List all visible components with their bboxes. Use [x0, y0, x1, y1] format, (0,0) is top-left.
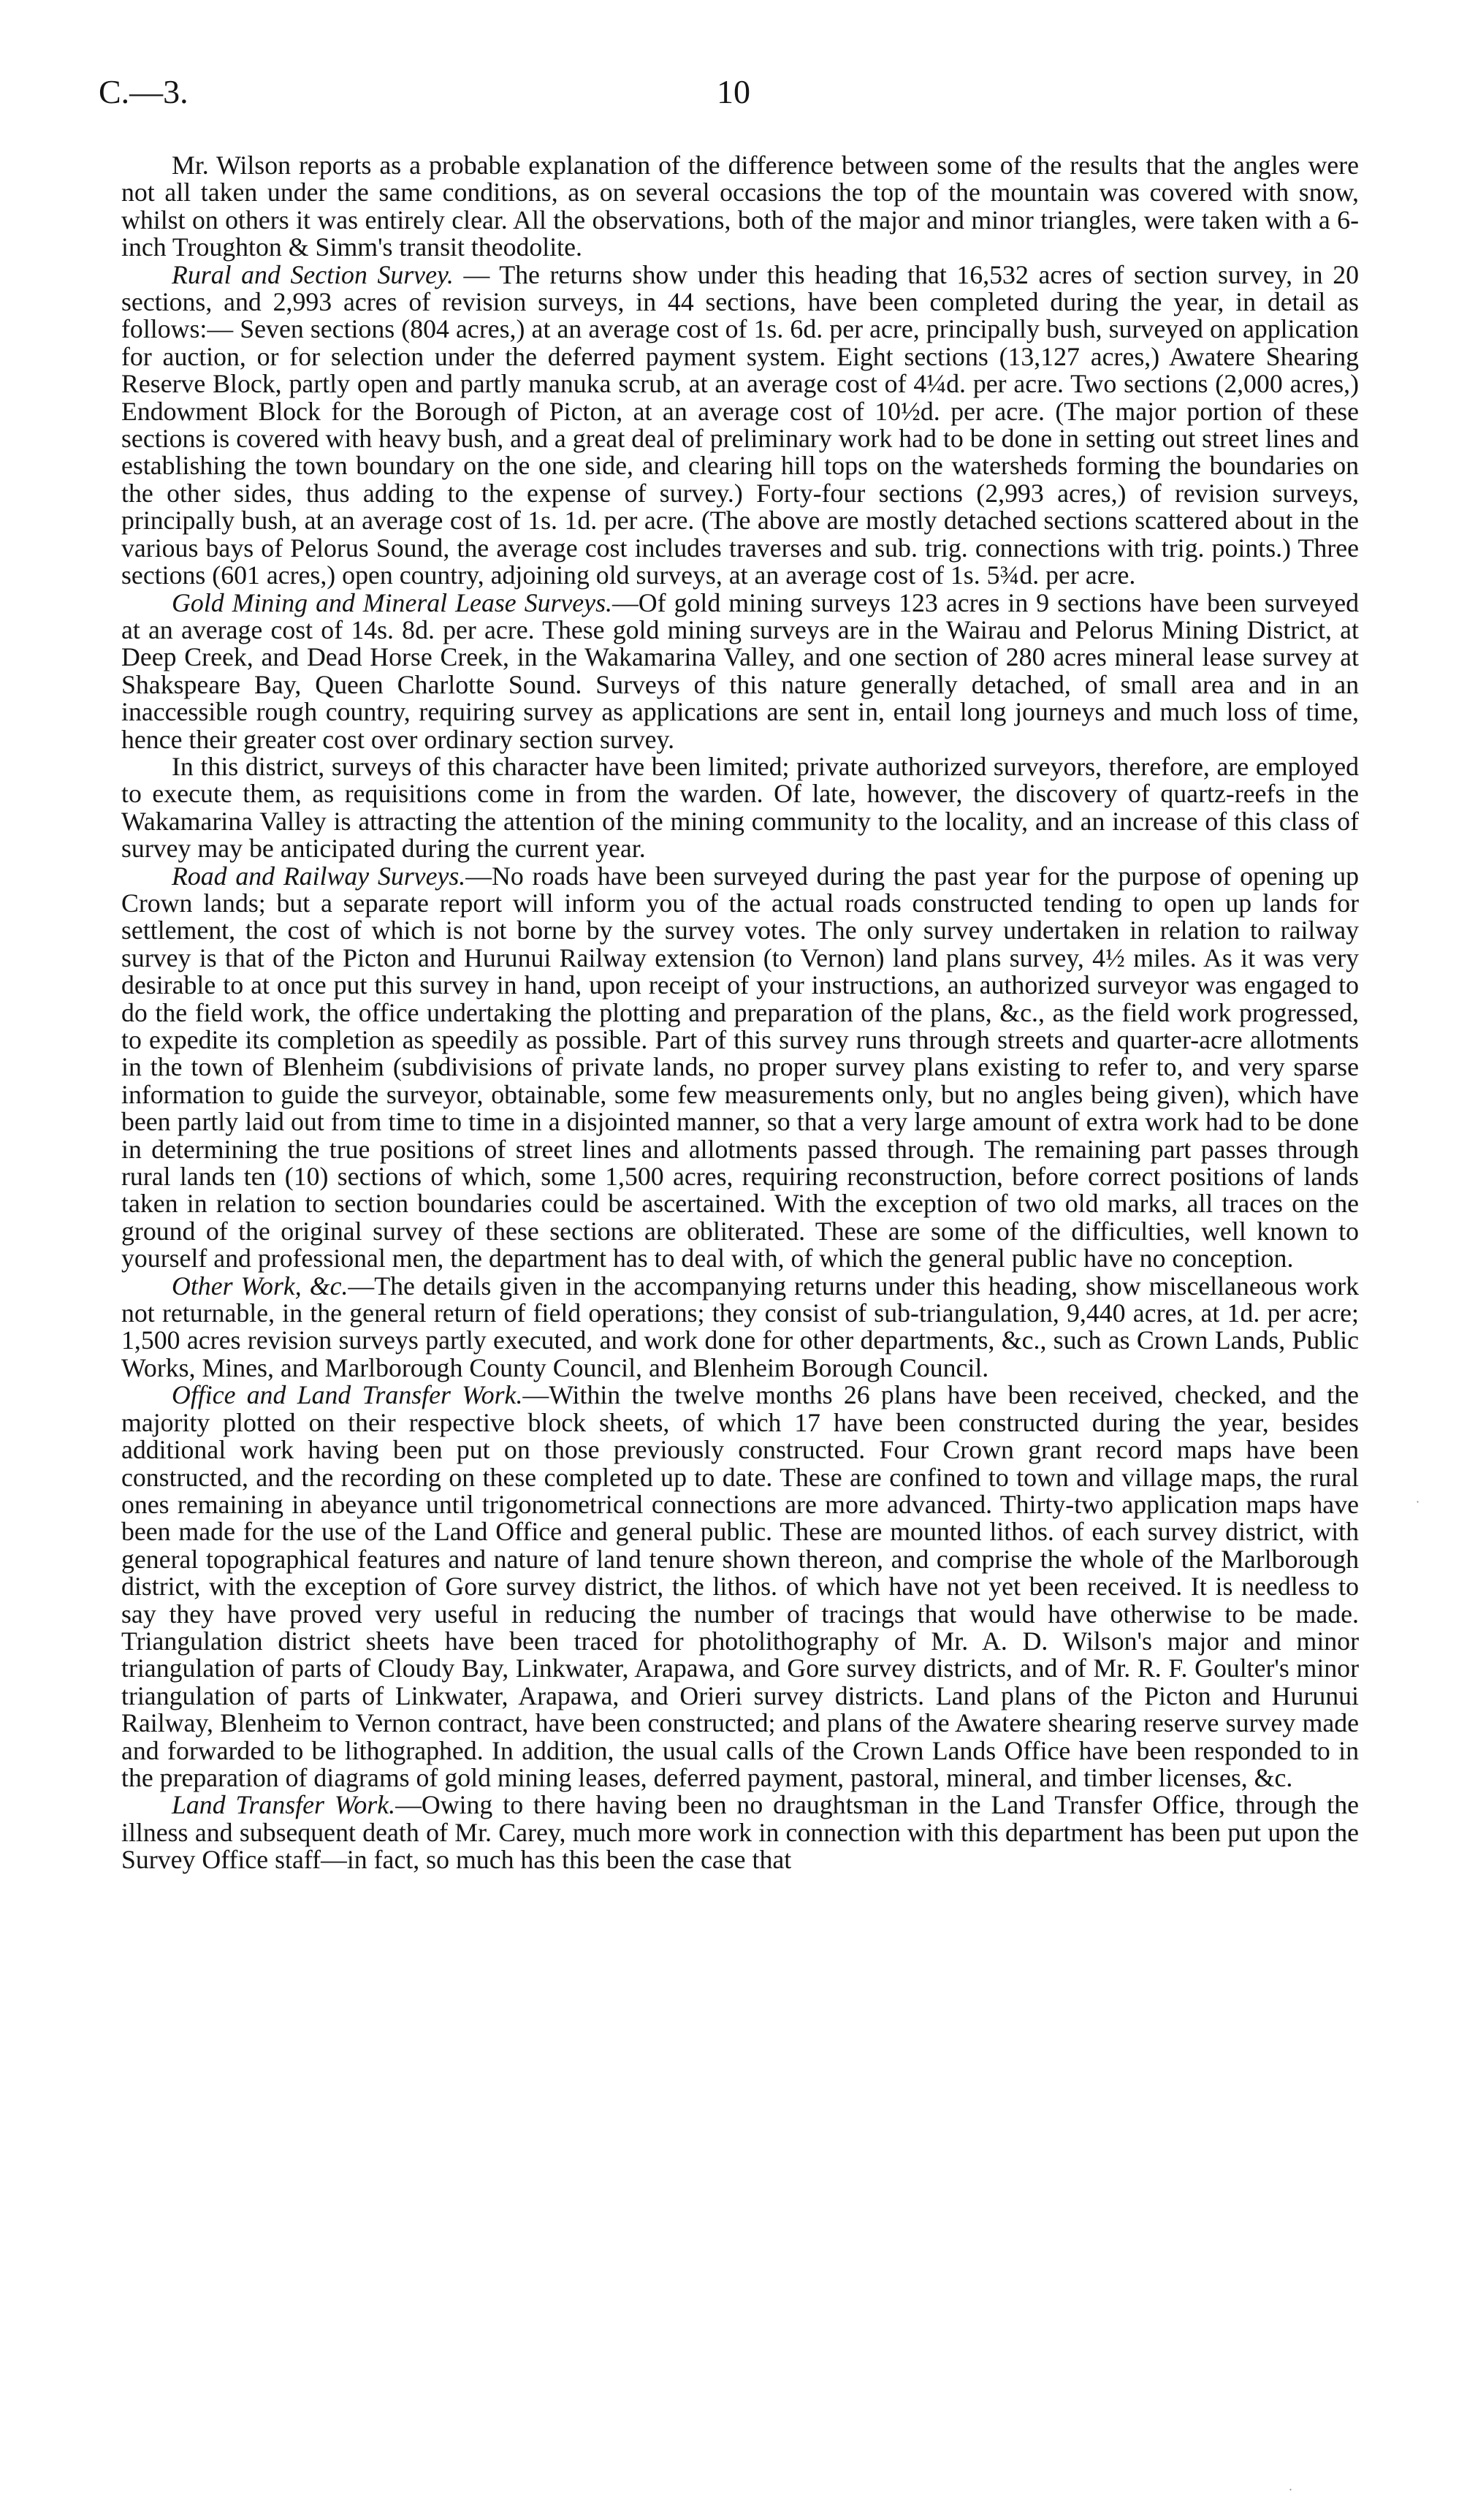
- margin-speck: ·: [1416, 1495, 1420, 1509]
- paragraph-other-work: [121, 1273, 1359, 1382]
- paragraph-text: —Within the twelve months 26 plans have been received, checked, and the majority plotted on their respective block sheets, of which 17 have been constructed during the year, besides additional work having been put on those previously constructed. Four Crown grant record maps have been constructed, and the recording on these completed up to date. These are confined to town and village maps, the rural ones remaining in abeyance until trigonometrical connections are more advanced. Thirty-two application maps have been made for the use of the Land Office and general public. These are mounted lithos. of each survey district, with general topographical features and nature of land tenure shown thereon, and comprise the whole of the Marlborough district, with the exception of Gore survey district, the lithos. of which have not yet been received. It is needless to say they have proved very useful in reducing the number of tracings that would have otherwise to be made. Triangulation district sheets have been traced for photolithography of Mr. A. D. Wilson's major and minor triangulation of parts of Cloudy Bay, Linkwater, Arapawa, and Gore survey districts, and of Mr. R. F. Goulter's minor triangulation of parts of Linkwater, Arapawa, and Orieri survey districts. Land plans of the Picton and Hurunui Railway, Blenheim to Vernon contract, have been constructed; and plans of the Awatere shearing reserve survey made and forwarded to be lithographed. In addition, the usual calls of the Crown Lands Office have been responded to in the preparation of diagrams of gold mining leases, deferred payment, pastoral, mineral, and timber licenses, &c.: [121, 1380, 1360, 1792]
- paragraph-wilson-explanation: [121, 152, 1359, 262]
- paragraph-land-transfer-work: [121, 1792, 1359, 1873]
- document-reference: C.—3.: [99, 73, 188, 110]
- section-heading-rural: Rural and Section Survey.: [172, 259, 454, 289]
- margin-speck: ·: [1289, 2483, 1293, 2497]
- paragraph-text: —Of gold mining surveys 123 acres in 9 sections have been surveyed at an average cost of 14s. 8d. per acre. These gold mining surveys are in the Wairau and Pelorus Mining District, at Deep Creek, and Dead Horse Creek, in the Wakamarina Valley, and one section of 280 acres mineral lease survey at Shakspeare Bay, Queen Charlotte Sound. Surveys of this nature generally detached, of small area and in an inaccessible rough country, requiring survey as applications are sent in, entail long journeys and much loss of time, hence their greater cost over ordinary section survey.: [121, 587, 1359, 754]
- paragraph-text: —No roads have been surveyed during the past year for the purpose of opening up Crown lands; but a separate report will inform you of the actual roads constructed tending to open up lands for settlement, the cost of which is not borne by the survey votes. The only survey undertaken in relation to railway survey is that of the Picton and Hurunui Railway extension (to Vernon) land plans survey, 4½ miles. As it was very desirable to at once put this survey in hand, upon receipt of your instructions, an authorized surveyor was engaged to do the field work, the office undertaking the plotting and preparation of the plans, &c., as the field work progressed, to expedite its completion as speedily as possible. Part of this survey runs through streets and quarter-acre allotments in the town of Blenheim (subdivisions of private lands, no proper survey plans existing to refer to, and very sparse information to guide the surveyor, obtainable, some few measurements only, but no angles being given), which have been partly laid out from time to time in a disjointed manner, so that a very large amount of extra work had to be done in determining the true positions of street lines and allotments passed through. The remaining part passes through rural lands ten (10) sections of which, some 1,500 acres, requiring reconstruction, before correct positions of lands taken in relation to section boundaries could be ascertained. With the exception of two old marks, all traces on the ground of the original survey of these sections are obliterated. These are some of the difficulties, well known to yourself and professional men, the department has to deal with, of which the general public have no conception.: [121, 861, 1359, 1274]
- section-heading-gold-mining: Gold Mining and Mineral Lease Surveys.: [172, 587, 612, 617]
- paragraph-office-land-transfer: [121, 1382, 1359, 1792]
- paragraph-text: In this district, surveys of this character have been limited; private authorized surveyors, therefore, are employed to execute them, as requisitions come in from the warden. Of late, however, the discovery of quartz-reefs in the Wakamarina Valley is attracting the attention of the mining community to the locality, and an increase of this class of survey may be anticipated during the current year.: [121, 751, 1359, 864]
- section-heading-office-work: Office and Land Transfer Work.: [172, 1380, 523, 1410]
- paragraph-road-railway-surveys: [121, 863, 1359, 1273]
- paragraph-text: Mr. Wilson reports as a probable explanation of the difference between some of the results that the angles were not all taken under the same conditions, as on several occasions the top of the mountain was covered with snow, whilst on others it was entirely clear. All the observations, both of the major and minor triangles, were taken with a 6-inch Troughton & Simm's transit theodolite.: [121, 151, 1359, 262]
- report-body: [121, 152, 1359, 1874]
- paragraph-text: —Owing to there having been no draughtsman in the Land Transfer Office, through the illness and subsequent death of Mr. Carey, much more work in connection with this department has been put upon the Survey Office staff—in fact, so much has this been the case that: [121, 1790, 1359, 1875]
- paragraph-rural-section-survey: [121, 259, 1359, 590]
- paragraph-text: — The returns show under this heading that 16,532 acres of section survey, in 20 sections, and 2,993 acres of revision surveys, in 44 sections, have been completed during the year, in detail as follows:— Seven sections (804 acres,) at an average cost of 1s. 6d. per acre, principally bush, surveyed on application for auction, or for selection under the deferred payment system. Eight sections (13,127 acres,) Awatere Shearing Reserve Block, partly open and partly manuka scrub, at an average cost of 4¼d. per acre. Two sections (2,000 acres,) Endowment Block for the Borough of Picton, at an average cost of 10½d. per acre. (The major portion of these sections is covered with heavy bush, and a great deal of preliminary work had to be done in setting out street lines and establishing the town boundary on the one side, and clearing hill tops on the watersheds forming the boundaries on the other sides, thus adding to the expense of survey.) Forty-four sections (2,993 acres,) of revision surveys, principally bush, at an average cost of 1s. 1d. per acre. (The above are mostly detached sections scattered about in the various bays of Pelorus Sound, the average cost includes traverses and sub. trig. connections with trig. points.) Three sections (601 acres,) open country, adjoining old surveys, at an average cost of 1s. 5¾d. per acre.: [121, 259, 1359, 590]
- section-heading-land-transfer: Land Transfer Work.: [172, 1790, 396, 1820]
- paragraph-district-mining: [121, 753, 1359, 863]
- section-heading-road-railway: Road and Railway Surveys.: [172, 861, 466, 891]
- page-number: 10: [717, 73, 750, 110]
- paragraph-gold-mining-surveys: [121, 587, 1359, 754]
- page-header: [99, 70, 1368, 114]
- section-heading-other-work: Other Work, &c.: [172, 1271, 348, 1301]
- paragraph-text: —The details given in the accompanying returns under this heading, show miscellaneous work not returnable, in the general return of field operations; they consist of sub-triangulation, 9,440 acres, at 1d. per acre; 1,500 acres revision surveys partly executed, and work done for other departments, &c., such as Crown Lands, Public Works, Mines, and Marlborough County Council, and Blenheim Borough Council.: [121, 1271, 1360, 1382]
